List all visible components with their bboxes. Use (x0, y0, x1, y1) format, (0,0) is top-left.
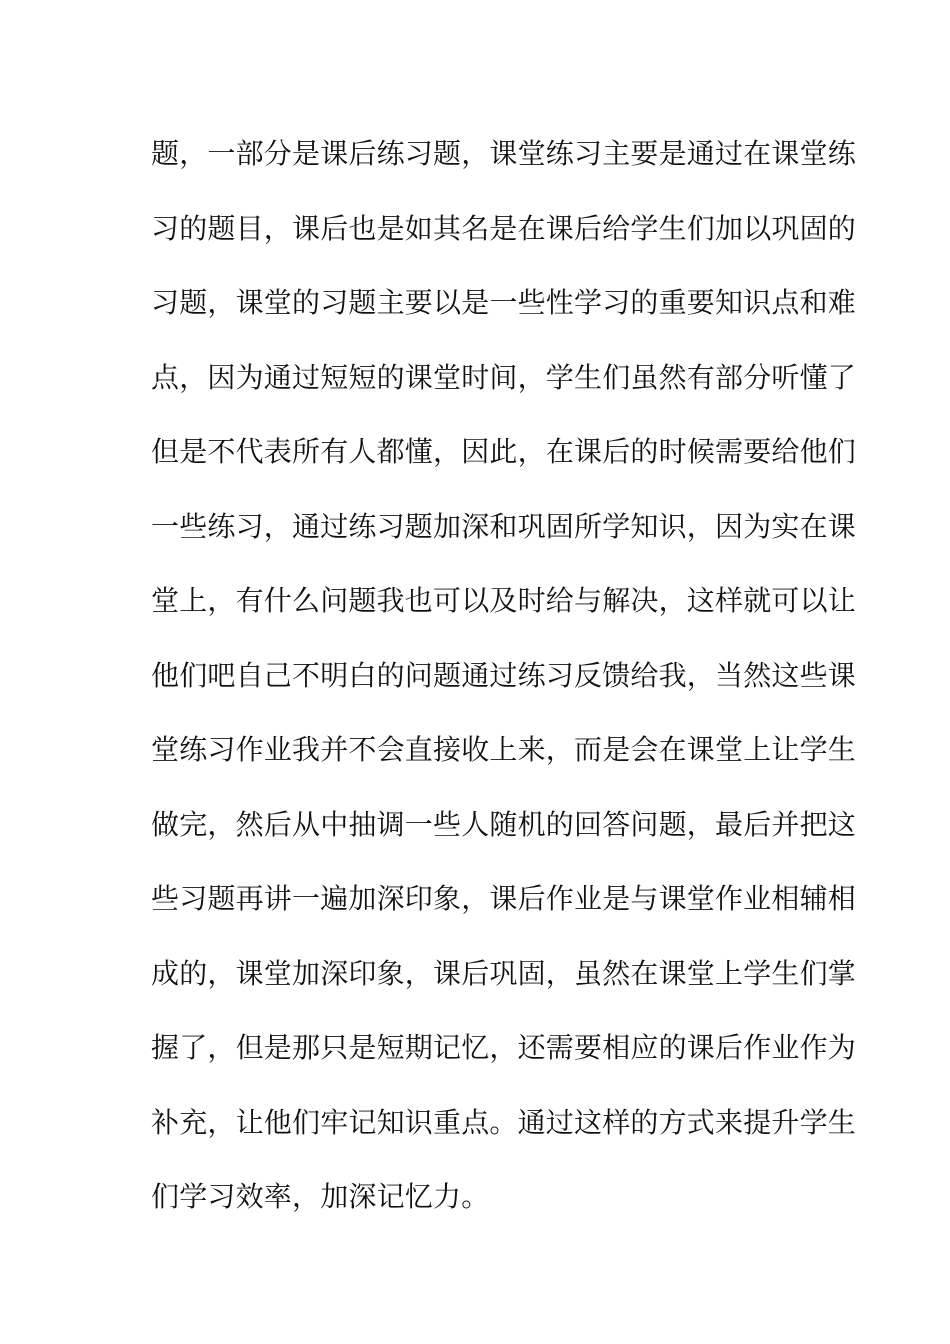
text-line: 点，因为通过短短的课堂时间，学生们虽然有部分听懂了 (151, 360, 857, 394)
text-line: 但是不代表所有人都懂，因此，在课后的时候需要给他们 (151, 435, 857, 468)
text-line: 们学习效率，加深记忆力。 (151, 1180, 490, 1213)
body-paragraph (151, 130, 857, 1248)
text-line: 堂上，有什么问题我也可以及时给与解决，这样就可以让 (151, 584, 857, 617)
text-line: 做完，然后从中抽调一些人随机的回答问题，最后并把这 (151, 807, 857, 841)
text-line: 堂练习作业我并不会直接收上来，而是会在课堂上让学生 (151, 733, 857, 766)
text-line: 握了，但是那只是短期记忆，还需要相应的课后作业作为 (151, 1031, 857, 1064)
text-line: 习的题目，课后也是如其名是在课后给学生们加以巩固的 (151, 211, 857, 245)
text-line: 成的，课堂加深印象，课后巩固，虽然在课堂上学生们掌 (151, 956, 857, 990)
text-line: 他们吧自己不明白的问题通过练习反馈给我，当然这些课 (151, 658, 857, 692)
text-line: 一些练习，通过练习题加深和巩固所学知识，因为实在课 (151, 509, 857, 543)
text-line: 些习题再讲一遍加深印象，课后作业是与课堂作业相辅相 (151, 882, 857, 915)
text-line: 补充，让他们牢记知识重点。通过这样的方式来提升学生 (151, 1105, 857, 1139)
text-line: 习题，课堂的习题主要以是一些性学习的重要知识点和难 (151, 286, 857, 319)
text-line: 题，一部分是课后练习题，课堂练习主要是通过在课堂练 (151, 137, 857, 170)
